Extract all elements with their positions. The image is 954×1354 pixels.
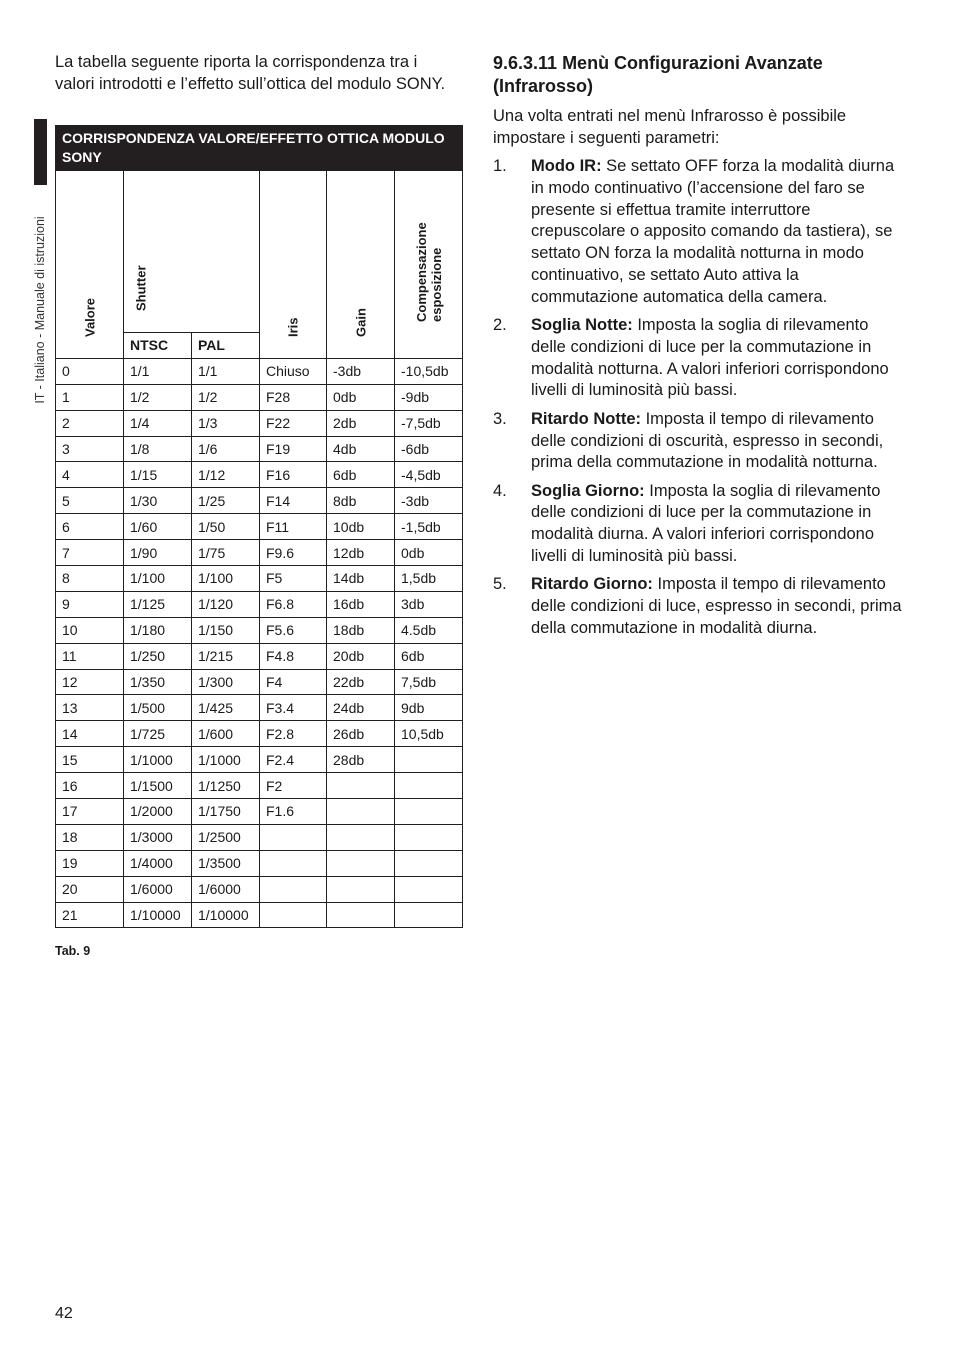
cell-iris: F28 bbox=[260, 384, 327, 410]
header-gain: Gain bbox=[353, 307, 368, 337]
cell-iris: F6.8 bbox=[260, 591, 327, 617]
table-row bbox=[56, 617, 463, 643]
cell-compensazione: 1,5db bbox=[395, 566, 463, 592]
cell-compensazione bbox=[395, 824, 463, 850]
header-valore: Valore bbox=[82, 297, 97, 337]
table-row bbox=[56, 747, 463, 773]
list-item-number: 3. bbox=[493, 409, 507, 428]
table-row bbox=[56, 566, 463, 592]
list-item-text: Se settato OFF forza la modalità diurna in modo continuativo (l’accensione del faro se presente si effettua tramite interruttore crepuscolare o apposito comando da tastiera), se settato ON forza la modalità notturna in modo continuativo, se settato Auto attiva la commutazione automatica della camera. bbox=[531, 157, 895, 306]
cell-compensazione bbox=[395, 902, 463, 928]
cell-pal: 1/75 bbox=[192, 540, 260, 566]
cell-valore: 20 bbox=[56, 876, 124, 902]
cell-pal: 1/2 bbox=[192, 384, 260, 410]
cell-valore: 3 bbox=[56, 436, 124, 462]
cell-valore: 2 bbox=[56, 410, 124, 436]
cell-iris: Chiuso bbox=[260, 358, 327, 384]
subheader-ntsc: NTSC bbox=[124, 333, 192, 359]
cell-compensazione: 3db bbox=[395, 591, 463, 617]
cell-valore: 18 bbox=[56, 824, 124, 850]
cell-pal: 1/12 bbox=[192, 462, 260, 488]
cell-gain bbox=[327, 902, 395, 928]
cell-ntsc: 1/2 bbox=[124, 384, 192, 410]
cell-compensazione: -4,5db bbox=[395, 462, 463, 488]
header-shutter: Shutter bbox=[133, 265, 149, 311]
cell-gain: 8db bbox=[327, 488, 395, 514]
cell-compensazione bbox=[395, 799, 463, 825]
cell-pal: 1/1250 bbox=[192, 773, 260, 799]
cell-pal: 1/100 bbox=[192, 566, 260, 592]
cell-gain: 12db bbox=[327, 540, 395, 566]
list-item-text: Imposta la soglia di rilevamento delle condizioni di luce per la commutazione in modalità notturna. A valori inferiori corrispondono livelli di luminosità più bassi. bbox=[531, 316, 889, 400]
parameter-list-item bbox=[493, 574, 905, 639]
table-title: CORRISPONDENZA VALORE/EFFETTO OTTICA MODULO SONY bbox=[56, 126, 463, 171]
cell-compensazione: 4.5db bbox=[395, 617, 463, 643]
cell-compensazione: 9db bbox=[395, 695, 463, 721]
list-item-label: Soglia Giorno: bbox=[531, 481, 645, 500]
cell-ntsc: 1/180 bbox=[124, 617, 192, 643]
cell-ntsc: 1/725 bbox=[124, 721, 192, 747]
parameter-list-item bbox=[493, 156, 905, 309]
table-row bbox=[56, 514, 463, 540]
table-row bbox=[56, 850, 463, 876]
table-title-row bbox=[56, 126, 463, 171]
header-iris-cell bbox=[260, 171, 327, 359]
cell-pal: 1/6 bbox=[192, 436, 260, 462]
cell-pal: 1/1750 bbox=[192, 799, 260, 825]
parameter-list bbox=[493, 156, 905, 646]
cell-pal: 1/300 bbox=[192, 669, 260, 695]
cell-pal: 1/600 bbox=[192, 721, 260, 747]
cell-valore: 9 bbox=[56, 591, 124, 617]
cell-valore: 0 bbox=[56, 358, 124, 384]
table-row bbox=[56, 358, 463, 384]
cell-gain: 20db bbox=[327, 643, 395, 669]
cell-valore: 19 bbox=[56, 850, 124, 876]
table-row bbox=[56, 384, 463, 410]
cell-valore: 16 bbox=[56, 773, 124, 799]
table-caption: Tab. 9 bbox=[55, 944, 91, 958]
cell-iris: F14 bbox=[260, 488, 327, 514]
cell-ntsc: 1/250 bbox=[124, 643, 192, 669]
cell-valore: 11 bbox=[56, 643, 124, 669]
table-row bbox=[56, 824, 463, 850]
cell-valore: 7 bbox=[56, 540, 124, 566]
cell-ntsc: 1/60 bbox=[124, 514, 192, 540]
cell-valore: 5 bbox=[56, 488, 124, 514]
cell-iris: F2.4 bbox=[260, 747, 327, 773]
cell-pal: 1/3 bbox=[192, 410, 260, 436]
cell-gain: 2db bbox=[327, 410, 395, 436]
header-iris: Iris bbox=[285, 317, 301, 337]
cell-gain bbox=[327, 824, 395, 850]
side-tab-marker bbox=[34, 119, 47, 185]
cell-compensazione bbox=[395, 773, 463, 799]
list-item-label: Ritardo Notte: bbox=[531, 409, 641, 428]
cell-gain: 0db bbox=[327, 384, 395, 410]
subheader-pal: PAL bbox=[192, 333, 260, 359]
table-row bbox=[56, 721, 463, 747]
cell-compensazione: 10,5db bbox=[395, 721, 463, 747]
cell-ntsc: 1/4000 bbox=[124, 850, 192, 876]
header-gain-cell bbox=[327, 171, 395, 359]
cell-gain: 6db bbox=[327, 462, 395, 488]
cell-ntsc: 1/100 bbox=[124, 566, 192, 592]
cell-pal: 1/120 bbox=[192, 591, 260, 617]
list-item-number: 4. bbox=[493, 481, 507, 500]
cell-iris bbox=[260, 876, 327, 902]
header-valore-cell bbox=[56, 171, 124, 359]
cell-ntsc: 1/6000 bbox=[124, 876, 192, 902]
cell-compensazione: 7,5db bbox=[395, 669, 463, 695]
header-compensazione: Compensazione esposizione bbox=[413, 222, 444, 322]
cell-gain: 16db bbox=[327, 591, 395, 617]
table-row bbox=[56, 436, 463, 462]
list-item-number: 2. bbox=[493, 316, 507, 335]
cell-iris: F2 bbox=[260, 773, 327, 799]
table-row bbox=[56, 410, 463, 436]
cell-ntsc: 1/2000 bbox=[124, 799, 192, 825]
section-intro: Una volta entrati nel menù Infrarosso è possibile impostare i seguenti parametri: bbox=[493, 107, 847, 147]
cell-iris bbox=[260, 824, 327, 850]
table-row bbox=[56, 695, 463, 721]
cell-gain: 14db bbox=[327, 566, 395, 592]
cell-gain: 26db bbox=[327, 721, 395, 747]
cell-iris: F22 bbox=[260, 410, 327, 436]
section-heading: 9.6.3.11 Menù Configurazioni Avanzate (Infrarosso) bbox=[493, 53, 823, 96]
table-row bbox=[56, 540, 463, 566]
table-row bbox=[56, 902, 463, 928]
list-item-text: Imposta il tempo di rilevamento delle condizioni di luce, espresso in secondi, prima della commutazione in modalità diurna. bbox=[531, 575, 902, 637]
table-row bbox=[56, 643, 463, 669]
parameter-list-item bbox=[493, 315, 905, 402]
cell-ntsc: 1/8 bbox=[124, 436, 192, 462]
cell-compensazione: -9db bbox=[395, 384, 463, 410]
cell-iris: F19 bbox=[260, 436, 327, 462]
list-item-label: Soglia Notte: bbox=[531, 316, 633, 335]
cell-pal: 1/1000 bbox=[192, 747, 260, 773]
cell-valore: 17 bbox=[56, 799, 124, 825]
list-item-number: 1. bbox=[493, 157, 507, 175]
table-row bbox=[56, 488, 463, 514]
cell-gain bbox=[327, 876, 395, 902]
cell-gain: 28db bbox=[327, 747, 395, 773]
table-row bbox=[56, 591, 463, 617]
cell-valore: 13 bbox=[56, 695, 124, 721]
cell-gain: 10db bbox=[327, 514, 395, 540]
cell-gain bbox=[327, 773, 395, 799]
cell-ntsc: 1/500 bbox=[124, 695, 192, 721]
cell-pal: 1/2500 bbox=[192, 824, 260, 850]
cell-ntsc: 1/1 bbox=[124, 358, 192, 384]
cell-compensazione: -1,5db bbox=[395, 514, 463, 540]
cell-valore: 8 bbox=[56, 566, 124, 592]
cell-valore: 12 bbox=[56, 669, 124, 695]
cell-pal: 1/10000 bbox=[192, 902, 260, 928]
cell-pal: 1/215 bbox=[192, 643, 260, 669]
header-compensazione-cell bbox=[395, 171, 463, 359]
cell-gain: 4db bbox=[327, 436, 395, 462]
cell-gain bbox=[327, 850, 395, 876]
list-item-label: Modo IR: bbox=[531, 157, 602, 175]
cell-ntsc: 1/10000 bbox=[124, 902, 192, 928]
cell-pal: 1/6000 bbox=[192, 876, 260, 902]
cell-compensazione: 6db bbox=[395, 643, 463, 669]
intro-paragraph: La tabella seguente riporta la corrispondenza tra i valori introdotti e l’effetto sull’ottica del modulo SONY. bbox=[55, 53, 446, 93]
page-number: 42 bbox=[55, 1305, 73, 1322]
cell-valore: 4 bbox=[56, 462, 124, 488]
cell-ntsc: 1/90 bbox=[124, 540, 192, 566]
cell-iris: F1.6 bbox=[260, 799, 327, 825]
cell-iris: F4 bbox=[260, 669, 327, 695]
cell-iris: F2.8 bbox=[260, 721, 327, 747]
cell-gain: 22db bbox=[327, 669, 395, 695]
cell-iris: F5.6 bbox=[260, 617, 327, 643]
table-row bbox=[56, 773, 463, 799]
cell-pal: 1/50 bbox=[192, 514, 260, 540]
cell-iris: F3.4 bbox=[260, 695, 327, 721]
cell-pal: 1/150 bbox=[192, 617, 260, 643]
cell-gain: -3db bbox=[327, 358, 395, 384]
cell-valore: 6 bbox=[56, 514, 124, 540]
cell-valore: 1 bbox=[56, 384, 124, 410]
cell-pal: 1/1 bbox=[192, 358, 260, 384]
cell-iris: F5 bbox=[260, 566, 327, 592]
cell-ntsc: 1/1500 bbox=[124, 773, 192, 799]
cell-valore: 10 bbox=[56, 617, 124, 643]
parameter-list-item bbox=[493, 409, 905, 474]
list-item-text: Imposta il tempo di rilevamento delle condizioni di oscurità, espresso in secondi, prima della commutazione in modalità notturna. bbox=[531, 409, 884, 472]
table-row bbox=[56, 876, 463, 902]
cell-gain: 18db bbox=[327, 617, 395, 643]
cell-ntsc: 1/1000 bbox=[124, 747, 192, 773]
cell-ntsc: 1/15 bbox=[124, 462, 192, 488]
cell-compensazione bbox=[395, 747, 463, 773]
cell-valore: 14 bbox=[56, 721, 124, 747]
cell-compensazione: -3db bbox=[395, 488, 463, 514]
cell-ntsc: 1/30 bbox=[124, 488, 192, 514]
cell-compensazione bbox=[395, 850, 463, 876]
table-row bbox=[56, 462, 463, 488]
cell-ntsc: 1/350 bbox=[124, 669, 192, 695]
cell-valore: 15 bbox=[56, 747, 124, 773]
cell-ntsc: 1/125 bbox=[124, 591, 192, 617]
cell-gain bbox=[327, 799, 395, 825]
cell-compensazione: -7,5db bbox=[395, 410, 463, 436]
list-item-label: Ritardo Giorno: bbox=[531, 575, 653, 594]
cell-valore: 21 bbox=[56, 902, 124, 928]
table-header-row bbox=[56, 171, 463, 333]
table-row bbox=[56, 669, 463, 695]
list-item-number: 5. bbox=[493, 575, 507, 594]
table-row bbox=[56, 799, 463, 825]
side-label: IT - Italiano - Manuale di istruzioni bbox=[33, 216, 47, 404]
cell-iris: F4.8 bbox=[260, 643, 327, 669]
cell-pal: 1/25 bbox=[192, 488, 260, 514]
cell-ntsc: 1/3000 bbox=[124, 824, 192, 850]
parameter-list-item bbox=[493, 481, 905, 568]
cell-iris: F9.6 bbox=[260, 540, 327, 566]
cell-compensazione: -6db bbox=[395, 436, 463, 462]
cell-compensazione bbox=[395, 876, 463, 902]
cell-pal: 1/3500 bbox=[192, 850, 260, 876]
cell-iris: F11 bbox=[260, 514, 327, 540]
list-item-text: Imposta la soglia di rilevamento delle condizioni di luce per la commutazione in modalità diurna. A valori inferiori corrispondono livelli di luminosità più bassi. bbox=[531, 481, 881, 566]
cell-ntsc: 1/4 bbox=[124, 410, 192, 436]
cell-compensazione: 0db bbox=[395, 540, 463, 566]
cell-compensazione: -10,5db bbox=[395, 358, 463, 384]
cell-gain: 24db bbox=[327, 695, 395, 721]
cell-iris: F16 bbox=[260, 462, 327, 488]
header-shutter-cell bbox=[124, 171, 260, 333]
cell-iris bbox=[260, 902, 327, 928]
sony-optics-table bbox=[55, 125, 463, 928]
cell-pal: 1/425 bbox=[192, 695, 260, 721]
cell-iris bbox=[260, 850, 327, 876]
